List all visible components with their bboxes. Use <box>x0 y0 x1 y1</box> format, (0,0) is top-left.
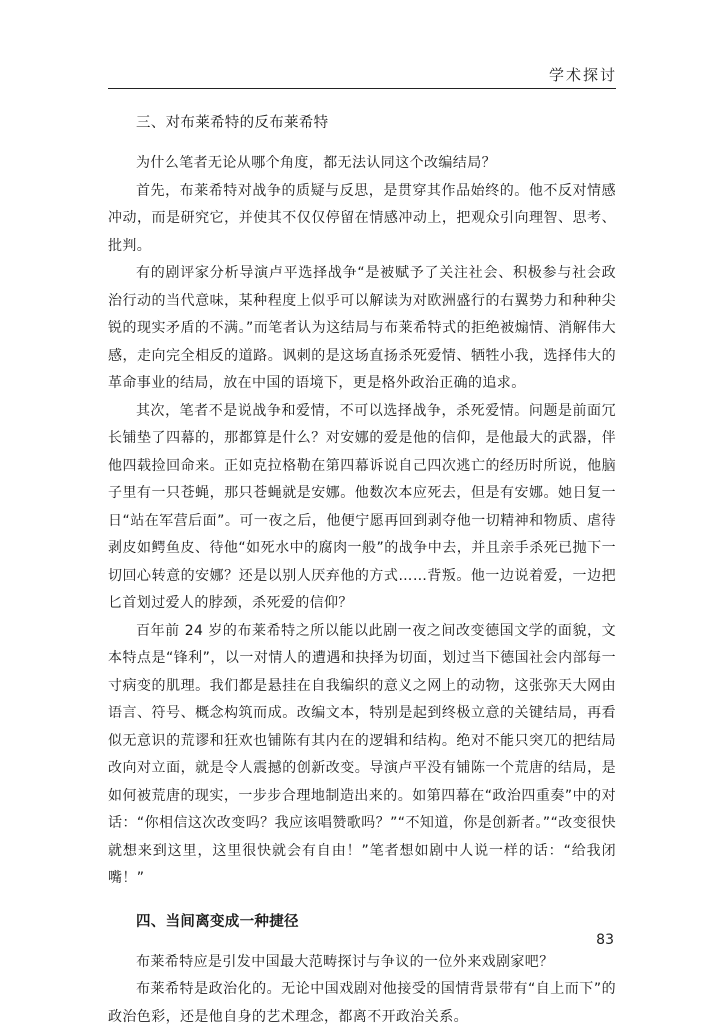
header-rule <box>108 88 616 89</box>
running-header-label: 学术探讨 <box>548 66 617 84</box>
paragraph: 有的剧评家分析导演卢平选择战争“是被赋予了关注社会、积极参与社会政治行动的当代意味，某种程度上似乎可以解读为对欧洲盛行的右翼势力和种种尖锐的现实矛盾的不满。”而笔者认为这结局与布莱希特式的拒绝被煽情、消解伟大感，走向完全相反的道路。讽刺的是这场直扬杀死爱情、牺牲小我，选择伟大的革命事业的结局，放在中国的语境下，更是格外政治正确的追求。 <box>108 265 616 391</box>
paragraph: 布莱希特应是引发中国最大范畴探讨与争议的一位外来戏剧家吧？ <box>136 953 554 970</box>
section-heading-4: 四、当间离变成一种捷径 <box>136 913 299 930</box>
page-number: 83 <box>596 932 614 948</box>
paragraph: 首先，布莱希特对战争的质疑与反思，是贯穿其作品始终的。他不反对情感冲动，而是研究它，并使其不仅仅停留在情感冲动上，把观众引向理智、思考、批判。 <box>108 182 616 254</box>
paragraph: 百年前 24 岁的布莱希特之所以能以此剧一夜之间改变德国文学的面貌，文本特点是“锋利”，以一对情人的遭遇和抉择为切面，划过当下德国社会内部每一寸病变的肌理。我们都是悬挂在自我编织的意义之网上的动物，这张弥天大网由语言、符号、概念构筑而成。改编文本，特别是起到终极立意的关键结局，再看似无意识的荒谬和狂欢也铺陈有其内在的逻辑和结构。绝对不能只突兀的把结局改向对立面，就是令人震撼的创新改变。导演卢平没有铺陈一个荒唐的结局，是如何被荒唐的现实，一步步合理地制造出来的。如第四幕在“政治四重奏”中的对话：“你相信这次改变吗？我应该唱赞歌吗？”“不知道，你是创新者。”“改变很快就想来到这里，这里很快就会有自由！”笔者想如剧中人说一样的话：“给我闭嘴！” <box>108 622 616 886</box>
article-body <box>108 108 616 1031</box>
paragraph: 布莱希特是政治化的。无论中国戏剧对他接受的国情背景带有“自上而下”的政治色彩，还是他自身的艺术理念，都离不开政治关系。 <box>108 981 616 1025</box>
section-heading-3: 三、对布莱希特的反布莱希特 <box>136 115 329 131</box>
paragraph: 为什么笔者无论从哪个角度，都无法认同这个改编结局？ <box>136 155 496 171</box>
paragraph: 其次，笔者不是说战争和爱情，不可以选择战争，杀死爱情。问题是前面冗长铺垫了四幕的，那都算是什么？对安娜的爱是他的信仰，是他最大的武器，伴他四载捡回命来。正如克拉格勒在第四幕诉说自己四次逃亡的经历时所说，他脑子里有一只苍蝇，那只苍蝇就是安娜。他数次本应死去，但是有安娜。她日复一日“站在军营后面”。可一夜之后，他便宁愿再回到剥夺他一切精神和物质、虐待剥皮如鳄鱼皮、待他“如死水中的腐肉一般”的战争中去，并且亲手杀死已抛下一切回心转意的安娜？还是以别人厌弃他的方式……背叛。他一边说着爱，一边把匕首划过爱人的脖颈，杀死爱的信仰？ <box>108 402 616 611</box>
